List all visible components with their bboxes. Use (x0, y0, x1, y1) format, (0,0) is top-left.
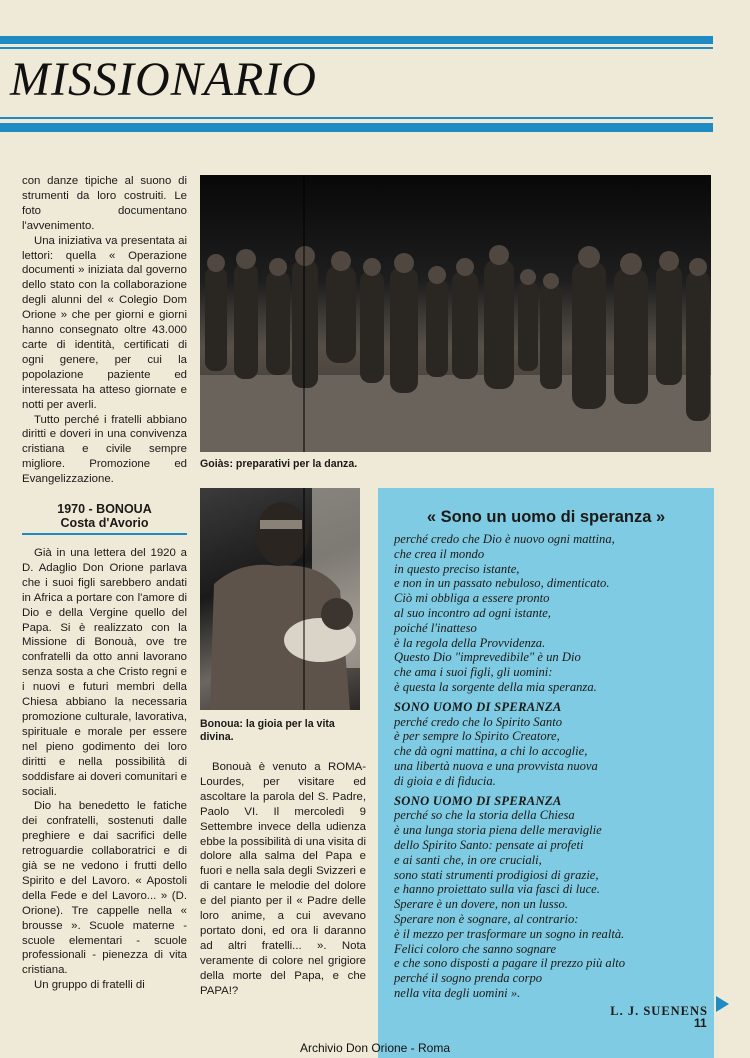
section-heading (22, 502, 187, 530)
column-2-text (200, 760, 366, 999)
poem-line: è per sempre lo Spirito Creatore, (394, 729, 560, 744)
poem-line: e che sono disposti a pagare il prezzo più alto (394, 956, 625, 971)
poem-line: è la regola della Provvidenza. (394, 635, 546, 650)
quote-box-title: « Sono un uomo di speranza » (426, 508, 666, 526)
continue-arrow-icon (716, 996, 729, 1012)
poem-line: Sperare non è sognare, al contrario: (394, 911, 579, 926)
poem-line: che dà ogni mattina, a chi lo accoglie, (394, 744, 588, 759)
caption-photo1: Goiàs: preparativi per la danza. (200, 458, 358, 470)
stanza-3 (394, 808, 706, 1000)
paragraph: Già in una lettera del 1920 a D. Adaglio Don Orione parlava che i suoi figli sarebbero andati in Africa a portare con l'amore di Dio e della Vergine quello del Papa. Si è realizzato con la Missione di Bonouà, ove tre confratelli da otto anni lavorano senza sosta a che Cristo regni e i nuovi e futuri membri della Chiesa abbiano la necessaria promozione culturale, lavorativa, spirituale e morale per essere nel pieno godimento dei loro diritti e nella possibilità di soddisfare ai doveri comunitari e sociali. (22, 547, 187, 798)
paragraph: Tutto perché i fratelli abbiano diritti e doveri in una convivenza cristiana e civile sempre migliore. Promozione ed Evangelizzazione. (22, 413, 187, 486)
poem-line: perché il sogno prenda corpo (394, 971, 543, 986)
poem (394, 532, 706, 1001)
poem-line: una libertà nuova e una provvista nuova (394, 758, 598, 773)
poem-line: in questo preciso istante, (394, 561, 520, 576)
poem-line: è questa la sorgente della mia speranza. (394, 679, 597, 694)
photo-dancers (200, 175, 711, 452)
poem-line: perché so che la storia della Chiesa (394, 808, 575, 823)
stanza-heading: SONO UOMO DI SPERANZA (394, 699, 562, 714)
column-1-top (22, 174, 187, 487)
quote-box (378, 488, 714, 1058)
poem-line: sono stati strumenti prodigiosi di grazie, (394, 867, 599, 882)
poem-line: Sperare è un dovere, non un lusso. (394, 897, 568, 912)
poem-line: poiché l'inatteso (394, 620, 477, 635)
section-heading-line2: Costa d'Avorio (60, 516, 149, 530)
poem-line: perché credo che lo Spirito Santo (394, 714, 562, 729)
poem-line: che crea il mondo (394, 546, 485, 561)
poem-line: e ai santi che, in ore cruciali, (394, 852, 542, 867)
section-rule (22, 533, 187, 535)
section-heading-line1: 1970 - BONOUA (57, 502, 152, 516)
poem-line: dello Spirito Santo: pensate ai profeti (394, 837, 584, 852)
caption-photo2: Bonoua: la gioia per la vita divina. (200, 718, 335, 743)
stanza-heading: SONO UOMO DI SPERANZA (394, 793, 562, 808)
header-rule-2 (0, 123, 713, 132)
masthead-title: MISSIONARIO (10, 53, 317, 106)
archive-footer: Archivio Don Orione - Roma (299, 1041, 451, 1055)
stanza-1 (394, 532, 706, 695)
paragraph: con danze tipiche al suono di strumenti da loro costruiti. Le foto documentano l'avvenimento. (22, 175, 187, 232)
poem-line: Felici coloro che sanno sognare (394, 941, 557, 956)
poem-line: e non in un passato nebuloso, dimenticato. (394, 576, 610, 591)
poem-line: è il mezzo per trasformare un sogno in realtà. (394, 926, 625, 941)
photo-mother-child (200, 488, 360, 710)
paragraph: Dio ha benedetto le fatiche dei confratelli, sostenuti dalle preghiere e dai sacrifici delle retroguardie collaboratrici e di già se ne vedono i frutti dello Spirito e del Lavoro. « Apostoli della Fede e del Lavoro... » (D. Orione). Tre cappelle nella « brousse ». Scuole materne - scuole elementari - scuole professionali - pienezza di vita cristiana. (22, 800, 187, 977)
header-rule-1 (0, 117, 713, 119)
paragraph: Una iniziativa va presentata ai lettori: quella « Operazione documenti » iniziata dal governo dello stato con la collaborazione degli alunni del « Colegio Dom Orione » che per giorni e giorni hanno consegnato oltre 43.000 carte di identità, certificati di ogni genere, per cui la popolazione paziente ed interessata ha atteso giornate e notti per averli. (22, 234, 187, 411)
signature: L. J. SUENENS (610, 1004, 708, 1018)
column-1-bottom (22, 546, 187, 993)
top-rule-1 (0, 36, 713, 44)
paragraph: Bonouà è venuto a ROMA-Lourdes, per visitare ed ascoltare la parola del S. Padre, Paolo VI. Il mercoledì 9 Settembre invece della udienza ebbe la possibilità di una visita di dolore alla salma del Papa e fuori e nella sala degli Svizzeri e di cantare le melodie del dolore e del pianto per il « Padre delle loro anime, a cui avevano portato doni, ed ora li daranno ad altri fratelli... ». Nota veramente di colore nel grigiore della morte del Papa, e che PAPA!? (200, 761, 366, 997)
poem-line: Ciò mi obbliga a essere pronto (394, 591, 550, 606)
poem-line: nella vita degli uomini ». (394, 985, 521, 1000)
poem-line: e hanno proiettato sulla via fasci di luce. (394, 882, 600, 897)
stanza-2 (394, 715, 706, 789)
poem-line: di gioia e di fiducia. (394, 773, 496, 788)
top-rule-2 (0, 47, 713, 49)
poem-line: al suo incontro ad ogni istante, (394, 605, 551, 620)
poem-line: perché credo che Dio è nuovo ogni mattina, (394, 532, 615, 546)
poem-line: Questo Dio "imprevedibile" è un Dio (394, 650, 581, 665)
paragraph: Un gruppo di fratelli di (34, 979, 145, 992)
poem-line: che ama i suoi figli, gli uomini: (394, 665, 553, 680)
poem-line: è una lunga storia piena delle meraviglie (394, 823, 602, 838)
page-number: 11 (694, 1016, 707, 1030)
